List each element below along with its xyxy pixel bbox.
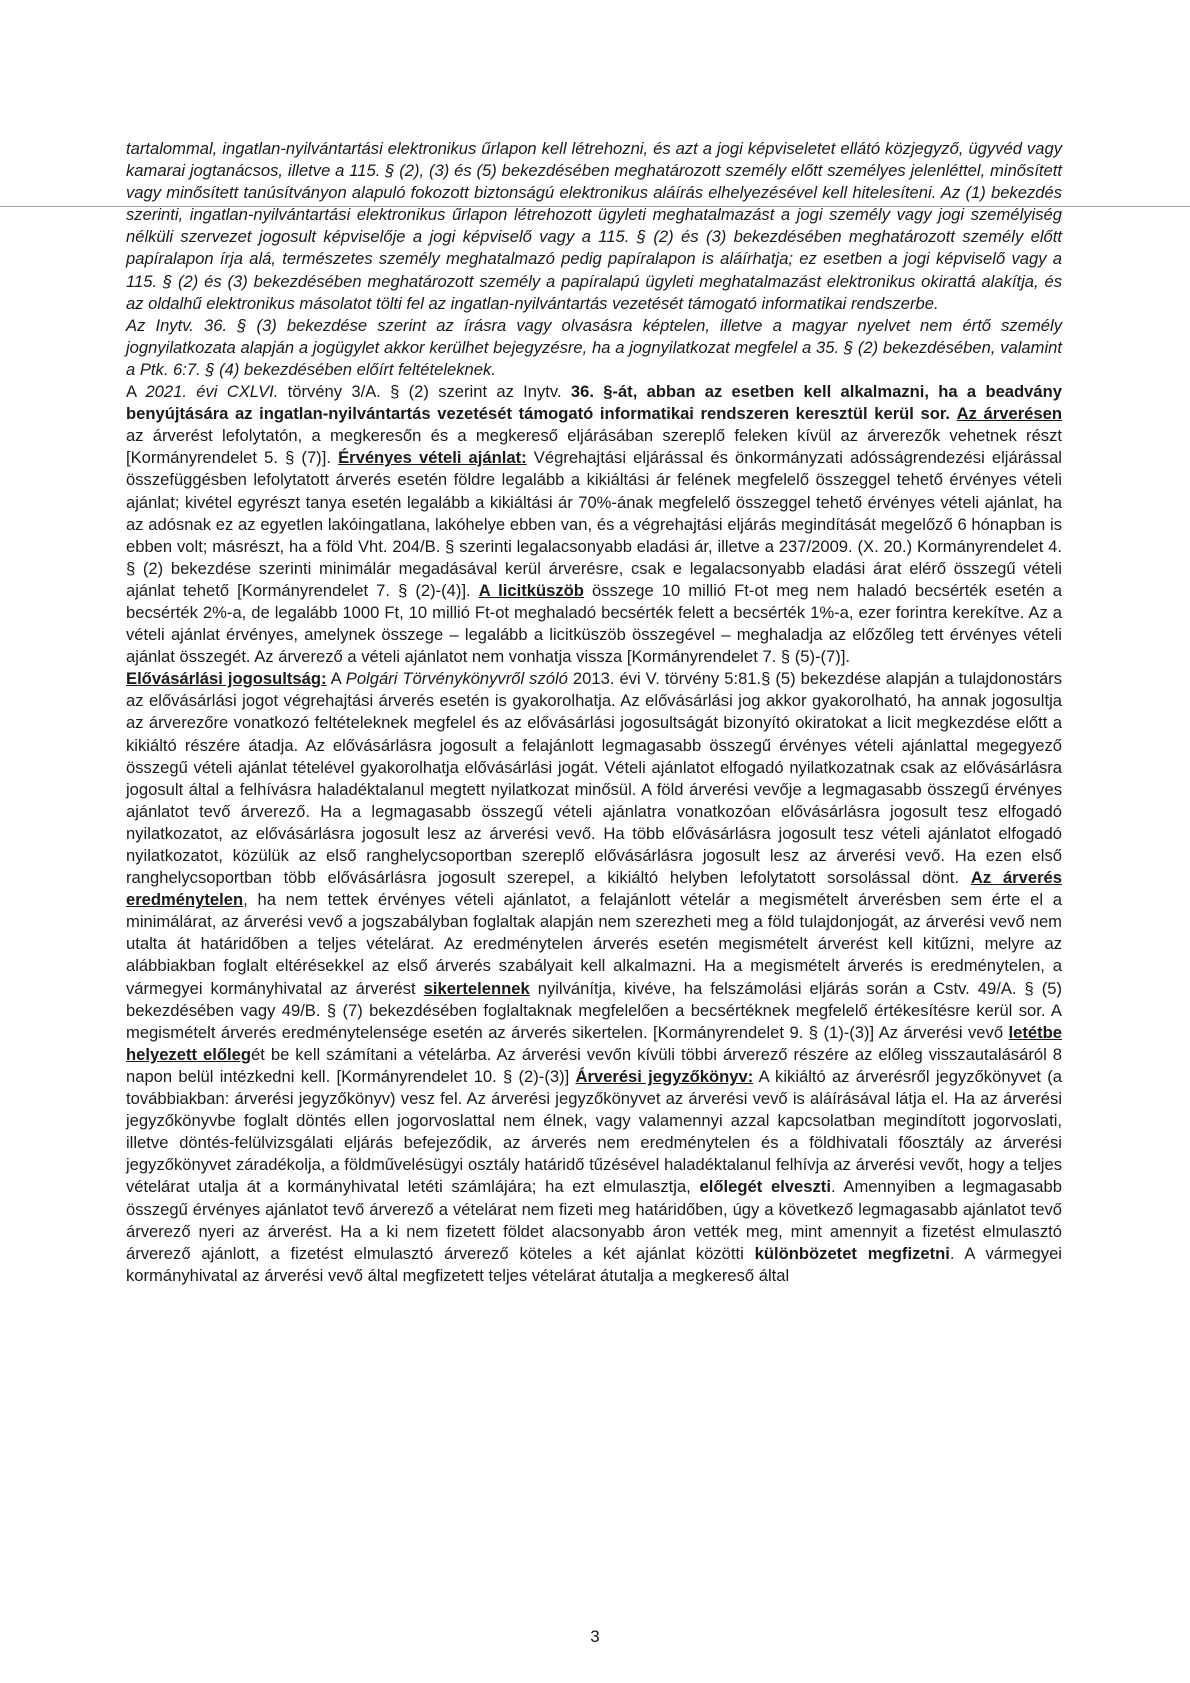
text-run: , ha nem tettek érvényes vételi ajánlatot, a felajánlott vételár a megismételt árverésben sem érte el a minimálárat, az árverési vevő a jogszabályban foglaltak alapján nem szerezheti meg a föld tulajdonjogát, az árverési vevő nem utalta át határidőben a teljes vételárat. Az eredménytelen árverés esetén megismételt árverést kell kitűzni, melyre az alábbiakban foglalt eltérésekkel az első árverés szabályait kell alkalmazni. Ha a megismételt árverés is eredménytelen, a vármegyei kormányhivatal az árverést (126, 890, 1062, 998)
text-run: törvény 3/A. § (2) szerint az Inytv. (278, 382, 571, 402)
emphasis-kulonbozetet-megfizetni: különbözetet megfizetni (754, 1243, 950, 1263)
heading-ervenyes-veteli-ajanlat: Érvényes vételi ajánlat: (338, 448, 527, 468)
elovasarlas-paragraph (126, 668, 1062, 1287)
text-run: nyilvánítja, kivéve, ha felszámolási eljárás során a Cstv. 49/A. § (5) bekezdésében vagy 49/B. § (7) bekezdésében foglaltaknak megfelelően a becsértéknek megfelelő értékesítésre kerül sor. A megismételt árverés eredménytelensége esetén az árverés sikertelen. [Kormányrendelet 9. § (1)-(3)] Az árverési vevő (126, 978, 1063, 1042)
text-run: A (126, 382, 146, 402)
text-run: ét be kell számítani a vételárba. Az árverési vevőn kívüli többi árverező részére az előleg visszautalásáról 8 napon belül intézkedni kell. [Kormányrendelet 10. § (2)-(3)] (126, 1044, 1063, 1086)
heading-licitkuszob: A licitküszöb (478, 580, 584, 600)
text-run-italic: 2021. évi CXLVI. (145, 382, 279, 402)
italic-quote-paragraph-1: tartalommal, ingatlan-nyilvántartási elektronikus űrlapon kell létrehozni, és azt a jogi képviseletet ellátó közjegyző, ügyvéd vagy kamarai jogtanácsos, illetve a 115. § (2), (3) és (5) bekezdésében meghatározott személy előtt személyes jelenléttel, minősített vagy minősített tanúsítványon alapuló fokozott biztonságú elektronikus aláírás elhelyezésével kell hitelesíteni. Az (1) bekezdés szerinti, ingatlan-nyilvántartási elektronikus űrlapon létrehozott ügyleti meghatalmazást a jogi személy vagy jogi személyiség nélküli szervezet jogosult képviselője a jogi képviselő vagy a 115. § (2) és (3) bekezdésében meghatározott személy előtt papíralapon írja alá, természetes személy meghatalmazó pedig papíralapon is aláírhatja; ez esetben a jogi képviselő vagy a 115. § (2) és (3) bekezdésében meghatározott személy a papíralapú ügyleti meghatalmazást elektronikus okirattá alakítja, és az oldalhű elektronikus másolatot tölti fel az ingatlan-nyilvántartás vezetését támogató informatikai rendszerbe. (126, 139, 1062, 313)
law-reference-paragraph (126, 381, 1062, 668)
text-run: Végrehajtási eljárással és önkormányzati adósságrendezési eljárással összefüggésben lefolytatott árverés esetén földre legalább a kikiáltási ár felének megfelelő összeggel tehető érvényes vételi ajánlat; kivétel egyrészt tanya esetén legalább a kikiáltási ár 70%-ának megfelelő összeggel tehető érvényes vételi ajánlat, ha az adósnak ez az egyetlen lakóingatlana, lakóhelye ebben van, és a végrehajtási eljárás megindítását megelőző 6 hónapban is ebben volt; másrészt, ha a föld Vht. 204/B. § szerinti legalacsonyabb eladási ár, illetve a 237/2009. (X. 20.) Kormányrendelet 4. § (2) bekezdése szerinti minimálár megadásával kerül árverésre, csak e legalacsonyabb eladási árat elérő összegű vételi ajánlat tehető [Kormányrendelet 7. § (2)-(4)]. (126, 448, 1062, 600)
text-run: . A vármegyei kormányhivatal az árverési vevő által megfizetett teljes vételárat átutalja a megkereső által (126, 1243, 1062, 1285)
emphasis-eloleget-elveszti: előlegét elveszti (699, 1177, 831, 1197)
italic-quote-paragraph-2: Az Inytv. 36. § (3) bekezdése szerint az írásra vagy olvasásra képtelen, illetve a magyar nyelvet nem értő személy jognyilatkozata alapján a jogügylet akkor kerülhet bejegyzésre, ha a jognyilatkozat megfelel a 35. § (2) bekezdésében, valamint a Ptk. 6:7. § (4) bekezdésében előírt feltételeknek. (126, 315, 1062, 379)
text-run: A (326, 669, 346, 689)
heading-arveresen: Az árverésen (956, 404, 1062, 424)
heading-arveresi-jegyzokonyv: Árverési jegyzőkönyv: (575, 1066, 754, 1086)
text-run-italic: Polgári Törvénykönyvről szóló (345, 669, 568, 689)
text-run (950, 404, 957, 423)
text-run: 2013. évi V. törvény 5:81.§ (5) bekezdése alapján a tulajdonostárs az elővásárlási jogot végrehajtási árverés esetén is gyakorolhatja. Az elővásárlási jog akkor gyakorolható, ha annak jogosultja az árverezőre vonatkozó feltételeknek megfelel és az elővásárlási jogosultságát bizonyító okiratokat a licit megkezdése előtt a kikiáltó részére átadja. Az elővásárlásra jogosult a felajánlott legmagasabb összegű érvényes vételi ajánlattal megegyező összegű vételi ajánlat tételével gyakorolhatja elővásárlási jogát. Vételi ajánlatot elfogadó nyilatkozatnak csak az elővásárlásra jogosult által a felhívásra haladéktalanul megtett nyilatkozat minősül. A föld árverési vevője a legmagasabb összegű érvényes ajánlatot tevő árverező. Ha a legmagasabb összegű vételi ajánlatra vonatkozóan elővásárlásra jogosult tesz elfogadó nyilatkozatot, az elővásárlásra jogosult lesz az árverési vevő. Ha több elővásárlásra jogosult tesz vételi ajánlatot elfogadó nyilatkozatot, közülük az első ranghelycsoportban szereplő elővásárlásra jogosult lesz az árverési vevő. Ha ezen első ranghelycsoportban több elővásárlásra jogosult szerepel, a kikiáltó helyben lefolytatott sorsolással dönt. (126, 669, 1062, 888)
text-run: az árverést lefolytatón, a megkeresőn és a megkereső eljárásában szereplő feleken kívül az árverezők vehetnek részt [Kormányrendelet 5. § (7)]. (126, 426, 1062, 468)
document-body (126, 138, 1062, 1287)
heading-letetbe-helyezett-eloleg: letétbe helyezett előleg (126, 1022, 1062, 1064)
text-run-bold: 36. §-át, abban az esetben kell alkalmazni, ha a beadvány benyújtására az ingatlan-nyilvántartás vezetését támogató informatikai rendszeren keresztül kerül sor. (126, 382, 1062, 424)
heading-elovasarlasi-jogosultsag: Elővásárlási jogosultság: (126, 669, 327, 689)
heading-arveres-eredmenytelen: Az árverés eredménytelen (126, 868, 1062, 910)
emphasis-sikertelennek: sikertelennek (423, 978, 530, 998)
text-run: A kikiáltó az árverésről jegyzőkönyvet (a továbbiakban: árverési jegyzőkönyv) vesz fel. Az árverési jegyzőkönyvet az árverési vevő is aláírásával látja el. Ha az árverési jegyzőkönyvbe foglalt döntés ellen jogorvoslattal nem élnek, vagy valamennyi azzal kapcsolatban megindított jogorvoslati, illetve döntés-felülvizsgálati eljárás befejeződik, az árverés nem eredménytelen és a földhivatali főosztály az árverési jegyzőkönyvet záradékolja, a földművelésügyi osztály határidő tűzésével haladéktalanul felhívja az árverési vevőt, hogy a teljes vételárat utalja át a kormányhivatal letéti számlájára; ha ezt elmulasztja, (126, 1066, 1062, 1197)
page-number: 3 (590, 1627, 600, 1646)
text-run: összege 10 millió Ft-ot meg nem haladó becsérték esetén a becsérték 2%-a, de legalább 1000 Ft, 10 millió Ft-ot meghaladó becsérték felett a becsérték 1%-a, ezer forintra kerekítve. Az a vételi ajánlat érvényes, amelynek összege – legalább a licitküszöb összegével – meghaladja az előzőleg tett érvényes vételi ajánlat összegét. Az árverező a vételi ajánlatot nem vonhatja vissza [Kormányrendelet 7. § (5)-(7)]. (126, 580, 1062, 667)
text-run: . Amennyiben a legmagasabb összegű érvényes ajánlatot tevő árverező a vételárat nem fizeti meg határidőben, úgy a következő legmagasabb ajánlatot tevő árverező nyeri az árverést. Ha a ki nem fizetett földet alacsonyabb áron vették meg, mint amennyit a fizetést elmulasztó árverező ajánlott, a fizetést elmulasztó árverező köteles a két ajánlat közötti (126, 1177, 1062, 1263)
